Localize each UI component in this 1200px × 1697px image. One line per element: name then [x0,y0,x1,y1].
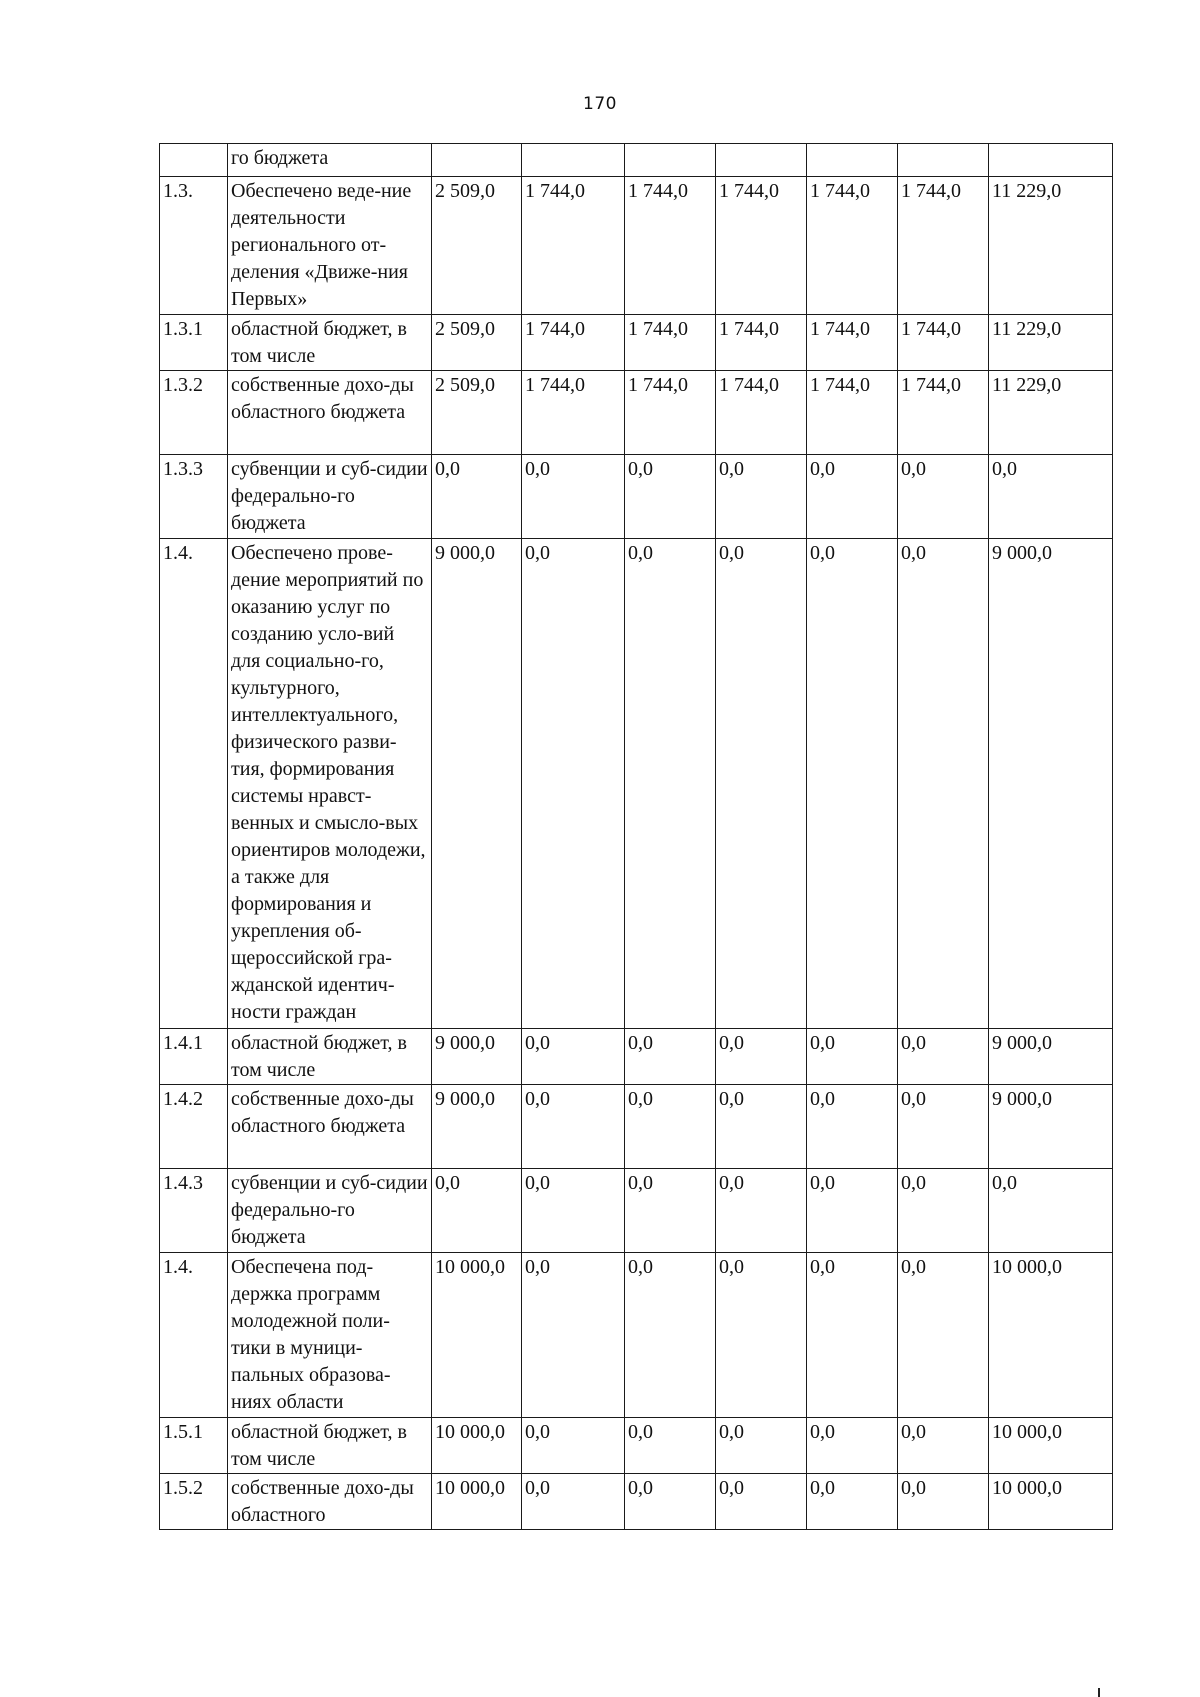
row-description: областной бюджет, в том числе [228,315,432,371]
value-cell: 0,0 [807,539,898,1029]
row-code: 1.4.3 [160,1169,228,1253]
table-row [160,539,1113,1029]
value-cell: 0,0 [522,1418,625,1474]
value-cell: 1 744,0 [807,371,898,455]
table-row [160,315,1113,371]
value-cell: 9 000,0 [432,1085,522,1169]
value-cell [716,144,807,177]
value-cell: 0,0 [898,1474,989,1530]
table-row [160,1029,1113,1085]
table-row [160,1085,1113,1169]
table-row [160,177,1113,315]
total-cell: 9 000,0 [989,1085,1113,1169]
row-code: 1.4.2 [160,1085,228,1169]
row-description: собственные дохо-ды областного бюджета [228,1085,432,1169]
value-cell: 0,0 [522,1169,625,1253]
value-cell: 0,0 [716,1169,807,1253]
value-cell: 0,0 [807,455,898,539]
value-cell [432,144,522,177]
row-code [160,144,228,177]
row-description: собственные дохо-ды областного [228,1474,432,1530]
value-cell: 0,0 [625,1253,716,1418]
total-cell [989,144,1113,177]
total-cell: 9 000,0 [989,1029,1113,1085]
value-cell: 1 744,0 [522,315,625,371]
value-cell: 0,0 [522,1085,625,1169]
total-cell: 10 000,0 [989,1418,1113,1474]
table-row [160,1418,1113,1474]
total-cell: 11 229,0 [989,371,1113,455]
value-cell: 10 000,0 [432,1474,522,1530]
value-cell: 0,0 [898,455,989,539]
row-code: 1.3. [160,177,228,315]
table-row [160,455,1113,539]
row-code: 1.5.2 [160,1474,228,1530]
value-cell: 1 744,0 [522,177,625,315]
total-cell: 10 000,0 [989,1474,1113,1530]
value-cell: 0,0 [807,1085,898,1169]
value-cell: 0,0 [625,1085,716,1169]
table-row [160,1253,1113,1418]
row-description: областной бюджет, в том числе [228,1418,432,1474]
value-cell: 0,0 [807,1029,898,1085]
total-cell: 11 229,0 [989,177,1113,315]
row-description: Обеспечена под-держка программ молодежной поли-тики в муници-пальных образова-ниях области [228,1253,432,1418]
value-cell: 1 744,0 [898,315,989,371]
value-cell: 0,0 [625,1474,716,1530]
value-cell [625,144,716,177]
value-cell: 0,0 [625,539,716,1029]
row-description: областной бюджет, в том числе [228,1029,432,1085]
row-code: 1.4. [160,539,228,1029]
value-cell: 0,0 [522,1029,625,1085]
value-cell: 2 509,0 [432,177,522,315]
row-code: 1.4. [160,1253,228,1418]
row-description: Обеспечено веде-ние деятельности регионального от-деления «Движе-ния Первых» [228,177,432,315]
value-cell: 0,0 [625,1169,716,1253]
value-cell: 1 744,0 [716,177,807,315]
value-cell: 9 000,0 [432,539,522,1029]
value-cell: 0,0 [898,1253,989,1418]
table-row-continuation [160,144,1113,177]
value-cell: 0,0 [716,539,807,1029]
value-cell: 1 744,0 [716,371,807,455]
row-code: 1.5.1 [160,1418,228,1474]
value-cell: 0,0 [898,1029,989,1085]
total-cell: 0,0 [989,1169,1113,1253]
value-cell: 0,0 [898,1085,989,1169]
row-description: Обеспечено прове-дение мероприятий по оказанию услуг по созданию усло-вий для социально-го, культурного, интеллектуального, физического разви-тия, формирования системы нравст-венных и смысло-вых ориентиров молодежи, а также для формирования и укрепления об-щероссийской гра-жданской идентич-ности граждан [228,539,432,1029]
value-cell: 1 744,0 [807,177,898,315]
value-cell: 1 744,0 [625,315,716,371]
value-cell: 0,0 [807,1169,898,1253]
value-cell: 0,0 [716,1029,807,1085]
value-cell: 10 000,0 [432,1418,522,1474]
total-cell: 10 000,0 [989,1253,1113,1418]
value-cell: 0,0 [807,1474,898,1530]
scan-mark [1098,1688,1100,1697]
row-code: 1.3.1 [160,315,228,371]
value-cell: 2 509,0 [432,371,522,455]
total-cell: 0,0 [989,455,1113,539]
row-code: 1.4.1 [160,1029,228,1085]
value-cell: 1 744,0 [807,315,898,371]
value-cell: 0,0 [807,1253,898,1418]
value-cell: 0,0 [898,539,989,1029]
value-cell: 1 744,0 [522,371,625,455]
row-description: собственные дохо-ды областного бюджета [228,371,432,455]
value-cell: 0,0 [625,1418,716,1474]
value-cell: 0,0 [898,1169,989,1253]
total-cell: 9 000,0 [989,539,1113,1029]
value-cell: 1 744,0 [716,315,807,371]
value-cell [807,144,898,177]
value-cell: 0,0 [807,1418,898,1474]
value-cell: 0,0 [522,455,625,539]
page-number: 170 [583,94,617,114]
total-cell: 11 229,0 [989,315,1113,371]
value-cell: 0,0 [716,1474,807,1530]
value-cell: 0,0 [716,1085,807,1169]
value-cell: 0,0 [898,1418,989,1474]
value-cell [522,144,625,177]
value-cell [898,144,989,177]
value-cell: 0,0 [716,455,807,539]
value-cell: 1 744,0 [898,177,989,315]
table-row [160,1474,1113,1530]
row-description: го бюджета [228,144,432,177]
value-cell: 1 744,0 [625,371,716,455]
value-cell: 2 509,0 [432,315,522,371]
value-cell: 0,0 [716,1418,807,1474]
table-row [160,371,1113,455]
value-cell: 0,0 [625,1029,716,1085]
value-cell: 0,0 [522,1474,625,1530]
value-cell: 0,0 [522,1253,625,1418]
value-cell: 0,0 [522,539,625,1029]
value-cell: 0,0 [716,1253,807,1418]
row-description: субвенции и суб-сидии федерально-го бюджета [228,1169,432,1253]
budget-table [159,143,1113,1530]
value-cell: 0,0 [432,455,522,539]
table-row [160,1169,1113,1253]
row-code: 1.3.2 [160,371,228,455]
value-cell: 9 000,0 [432,1029,522,1085]
value-cell: 1 744,0 [898,371,989,455]
value-cell: 0,0 [432,1169,522,1253]
value-cell: 1 744,0 [625,177,716,315]
row-code: 1.3.3 [160,455,228,539]
value-cell: 10 000,0 [432,1253,522,1418]
row-description: субвенции и суб-сидии федерально-го бюджета [228,455,432,539]
value-cell: 0,0 [625,455,716,539]
